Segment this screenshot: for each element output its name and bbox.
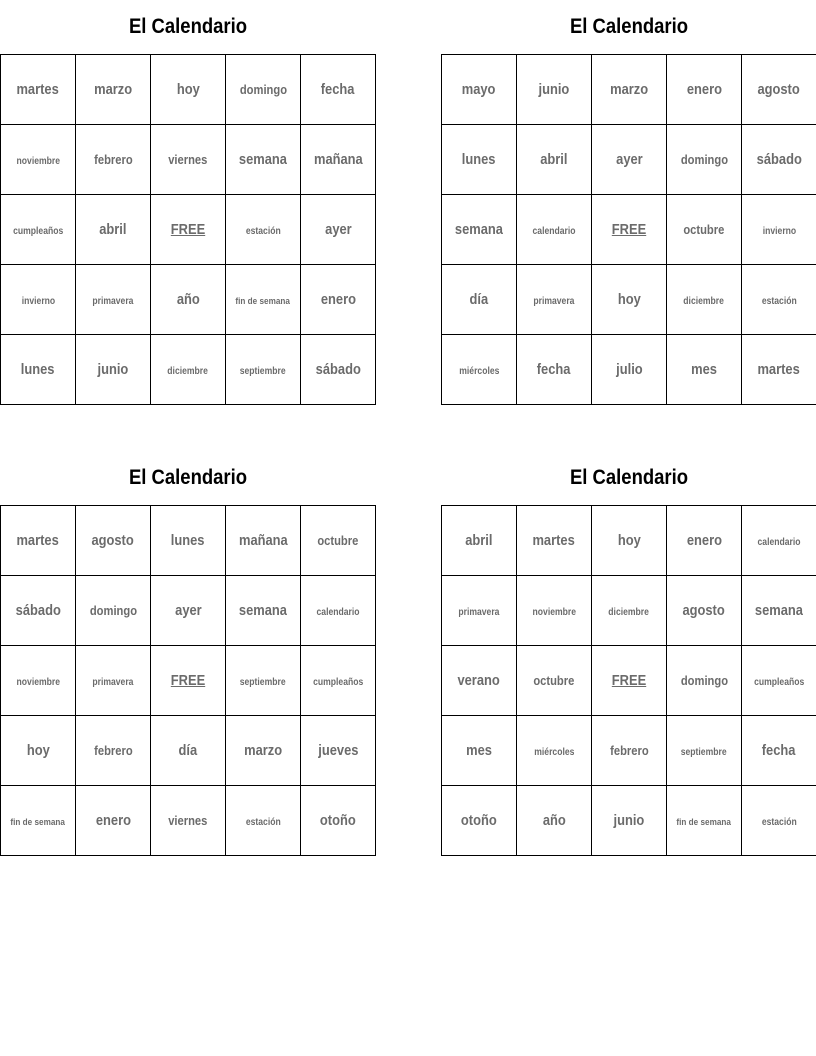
bingo-cell	[592, 55, 667, 125]
bingo-cell	[76, 125, 151, 195]
cell-word: día	[178, 741, 198, 759]
bingo-cell	[517, 195, 592, 265]
cell-word: martes	[532, 531, 576, 549]
cell-word: enero	[686, 531, 722, 549]
bingo-cell	[301, 195, 376, 265]
bingo-cell	[1, 335, 76, 405]
free-space-label: FREE	[611, 220, 647, 238]
free-space-cell	[151, 646, 226, 716]
bingo-cell	[1, 265, 76, 335]
bingo-cell	[742, 55, 816, 125]
bingo-cell	[517, 55, 592, 125]
bingo-cell	[442, 576, 517, 646]
cell-word: cumpleaños	[12, 225, 64, 237]
cell-word: marzo	[93, 80, 133, 98]
bingo-cell	[742, 716, 816, 786]
bingo-cell	[517, 506, 592, 576]
bingo-cell	[442, 195, 517, 265]
cell-word: calendario	[757, 536, 801, 548]
cell-word: estación	[245, 816, 281, 828]
bingo-cell	[742, 646, 816, 716]
bingo-cell	[1, 716, 76, 786]
card-title: El Calendario	[569, 466, 689, 489]
bingo-cell	[442, 786, 517, 856]
cell-word: sábado	[15, 601, 61, 619]
cell-word: martes	[16, 531, 60, 549]
bingo-cell	[1, 506, 76, 576]
cell-word: día	[469, 290, 489, 308]
bingo-cell	[226, 335, 301, 405]
bingo-cell	[76, 265, 151, 335]
bingo-cell	[667, 786, 742, 856]
cell-word: abril	[99, 220, 127, 238]
bingo-cell	[742, 576, 816, 646]
cell-word: primavera	[533, 295, 575, 307]
bingo-cell	[301, 55, 376, 125]
cell-word: fin de semana	[235, 295, 291, 307]
grid-row	[442, 125, 816, 195]
bingo-cell	[226, 646, 301, 716]
cell-word: febrero	[93, 151, 133, 167]
bingo-cell	[742, 265, 816, 335]
cell-word: hoy	[26, 741, 50, 759]
bingo-grid	[0, 54, 376, 405]
cell-word: otoño	[320, 811, 356, 829]
cell-word: primavera	[92, 295, 134, 307]
cell-word: jueves	[317, 741, 359, 759]
bingo-grid	[441, 505, 816, 856]
cell-word: fecha	[321, 80, 355, 98]
cell-word: diciembre	[608, 606, 650, 618]
cell-word: septiembre	[681, 746, 727, 758]
cell-word: mes	[466, 741, 492, 759]
bingo-cell	[667, 125, 742, 195]
cell-word: ayer	[615, 150, 643, 168]
bingo-cell	[517, 125, 592, 195]
bingo-cell	[151, 506, 226, 576]
card-title: El Calendario	[128, 15, 248, 38]
bingo-cell	[151, 786, 226, 856]
cell-word: hoy	[617, 531, 641, 549]
cell-word: febrero	[609, 742, 649, 758]
grid-row	[442, 786, 816, 856]
bingo-cell	[442, 646, 517, 716]
bingo-cell	[592, 125, 667, 195]
bingo-cell	[76, 55, 151, 125]
bingo-cell	[76, 506, 151, 576]
grid-row	[442, 55, 816, 125]
bingo-cell	[592, 576, 667, 646]
cell-word: enero	[686, 80, 722, 98]
free-space-label: FREE	[170, 671, 206, 689]
bingo-cell	[151, 55, 226, 125]
cell-word: octubre	[683, 221, 725, 237]
cell-word: enero	[320, 290, 356, 308]
bingo-cell	[301, 716, 376, 786]
cell-word: semana	[238, 601, 288, 619]
bingo-cell	[151, 335, 226, 405]
free-space-cell	[592, 646, 667, 716]
bingo-cell	[517, 786, 592, 856]
grid-row	[1, 125, 376, 195]
grid-row	[1, 265, 376, 335]
grid-row	[1, 55, 376, 125]
cell-word: julio	[615, 360, 643, 378]
bingo-cell	[442, 716, 517, 786]
cell-word: miércoles	[458, 365, 500, 377]
cell-word: calendario	[316, 606, 360, 618]
cell-word: lunes	[21, 360, 55, 378]
cell-word: viernes	[168, 151, 208, 167]
cell-word: primavera	[92, 676, 134, 688]
bingo-cell	[517, 576, 592, 646]
bingo-cell	[151, 125, 226, 195]
cell-word: otoño	[461, 811, 497, 829]
cell-word: domingo	[239, 81, 287, 97]
bingo-cell	[301, 646, 376, 716]
cell-word: agosto	[682, 601, 726, 619]
cell-word: invierno	[762, 225, 796, 237]
cell-word: febrero	[93, 742, 133, 758]
cell-word: hoy	[176, 80, 200, 98]
bingo-cell	[592, 786, 667, 856]
bingo-cell	[517, 716, 592, 786]
cell-word: semana	[454, 220, 504, 238]
bingo-cell	[442, 125, 517, 195]
cell-word: verano	[457, 671, 501, 689]
cell-word: cumpleaños	[753, 676, 805, 688]
bingo-cell	[592, 335, 667, 405]
bingo-cell	[151, 716, 226, 786]
cell-word: estación	[761, 295, 797, 307]
grid-row	[1, 786, 376, 856]
bingo-cell	[667, 646, 742, 716]
bingo-cell	[301, 335, 376, 405]
bingo-cell	[442, 335, 517, 405]
cell-word: enero	[95, 811, 131, 829]
bingo-cell	[667, 576, 742, 646]
bingo-cell	[76, 786, 151, 856]
cell-word: abril	[540, 150, 568, 168]
cell-word: mañana	[238, 531, 288, 549]
cell-word: septiembre	[240, 676, 286, 688]
cell-word: primavera	[458, 606, 500, 618]
grid-row	[1, 335, 376, 405]
cell-word: fecha	[762, 741, 796, 759]
bingo-cell	[226, 506, 301, 576]
cell-word: abril	[465, 531, 493, 549]
grid-row	[442, 506, 816, 576]
cell-word: sábado	[315, 360, 361, 378]
cell-word: septiembre	[240, 365, 286, 377]
bingo-cell	[742, 125, 816, 195]
cell-word: agosto	[757, 80, 801, 98]
grid-row	[442, 576, 816, 646]
bingo-cell	[667, 195, 742, 265]
bingo-cell	[442, 265, 517, 335]
bingo-cell	[667, 265, 742, 335]
cell-word: noviembre	[532, 606, 576, 618]
bingo-cell	[592, 265, 667, 335]
bingo-cell	[742, 506, 816, 576]
bingo-cell	[742, 786, 816, 856]
bingo-cell	[226, 576, 301, 646]
bingo-cell	[667, 55, 742, 125]
cell-word: junio	[613, 811, 645, 829]
bingo-cell	[76, 335, 151, 405]
cell-word: lunes	[462, 150, 496, 168]
cell-word: junio	[538, 80, 570, 98]
cell-word: domingo	[89, 602, 137, 618]
bingo-cell	[442, 506, 517, 576]
card-title: El Calendario	[569, 15, 689, 38]
cell-word: fin de semana	[10, 816, 66, 828]
cell-word: lunes	[171, 531, 205, 549]
cell-word: diciembre	[683, 295, 725, 307]
bingo-card-1	[0, 0, 376, 405]
grid-row	[442, 335, 816, 405]
bingo-cell	[1, 125, 76, 195]
cell-word: invierno	[21, 295, 55, 307]
grid-row	[442, 646, 816, 716]
bingo-cell	[76, 646, 151, 716]
bingo-cell	[226, 265, 301, 335]
bingo-cell	[151, 576, 226, 646]
bingo-cell	[226, 786, 301, 856]
cell-word: cumpleaños	[312, 676, 364, 688]
cell-word: ayer	[324, 220, 352, 238]
bingo-cell	[76, 576, 151, 646]
cell-word: ayer	[174, 601, 202, 619]
grid-row	[1, 576, 376, 646]
grid-row	[442, 716, 816, 786]
grid-row	[1, 195, 376, 265]
cell-word: marzo	[243, 741, 283, 759]
bingo-cell	[226, 55, 301, 125]
grid-row	[442, 265, 816, 335]
bingo-cell	[442, 55, 517, 125]
free-space-label: FREE	[170, 220, 206, 238]
bingo-grid	[441, 54, 816, 405]
bingo-cell	[151, 265, 226, 335]
grid-row	[1, 646, 376, 716]
cell-word: martes	[757, 360, 801, 378]
bingo-cell	[742, 195, 816, 265]
bingo-card-2	[441, 0, 816, 405]
cell-word: estación	[761, 816, 797, 828]
cell-word: miércoles	[533, 746, 575, 758]
cell-word: martes	[16, 80, 60, 98]
cell-word: mañana	[313, 150, 363, 168]
cell-word: domingo	[680, 151, 728, 167]
cell-word: sábado	[756, 150, 802, 168]
bingo-cell	[226, 125, 301, 195]
bingo-cell	[667, 335, 742, 405]
bingo-cell	[76, 716, 151, 786]
bingo-cell	[517, 646, 592, 716]
cell-word: calendario	[532, 225, 576, 237]
bingo-cell	[1, 646, 76, 716]
bingo-cell	[517, 265, 592, 335]
bingo-cell	[301, 265, 376, 335]
cell-word: noviembre	[16, 155, 60, 167]
cell-word: mayo	[462, 80, 496, 98]
cell-word: agosto	[91, 531, 135, 549]
grid-row	[1, 506, 376, 576]
grid-row	[442, 195, 816, 265]
cell-word: año	[176, 290, 200, 308]
cell-word: octubre	[533, 672, 575, 688]
cell-word: diciembre	[167, 365, 209, 377]
cell-word: octubre	[317, 532, 359, 548]
bingo-cell	[1, 195, 76, 265]
cell-word: viernes	[168, 812, 208, 828]
cell-word: fecha	[537, 360, 571, 378]
bingo-cell	[517, 335, 592, 405]
bingo-cell	[301, 125, 376, 195]
cell-word: hoy	[617, 290, 641, 308]
bingo-cell	[226, 716, 301, 786]
cell-word: mes	[691, 360, 717, 378]
cell-word: junio	[97, 360, 129, 378]
cell-word: año	[542, 811, 566, 829]
free-space-cell	[592, 195, 667, 265]
bingo-cell	[1, 576, 76, 646]
bingo-cell	[1, 55, 76, 125]
cell-word: estación	[245, 225, 281, 237]
cell-word: fin de semana	[676, 816, 732, 828]
bingo-cell	[301, 786, 376, 856]
free-space-label: FREE	[611, 671, 647, 689]
cell-word: marzo	[609, 80, 649, 98]
bingo-cell	[301, 576, 376, 646]
free-space-cell	[151, 195, 226, 265]
bingo-cell	[592, 716, 667, 786]
bingo-cell	[226, 195, 301, 265]
cell-word: noviembre	[16, 676, 60, 688]
bingo-cell	[301, 506, 376, 576]
bingo-cell	[1, 786, 76, 856]
cell-word: domingo	[680, 672, 728, 688]
bingo-cell	[742, 335, 816, 405]
bingo-cell	[667, 716, 742, 786]
cell-word: semana	[238, 150, 288, 168]
bingo-card-4	[441, 451, 816, 856]
grid-row	[1, 716, 376, 786]
bingo-cell	[667, 506, 742, 576]
bingo-cell	[76, 195, 151, 265]
bingo-grid	[0, 505, 376, 856]
bingo-cell	[592, 506, 667, 576]
cell-word: semana	[754, 601, 804, 619]
bingo-card-3	[0, 451, 376, 856]
card-title: El Calendario	[128, 466, 248, 489]
